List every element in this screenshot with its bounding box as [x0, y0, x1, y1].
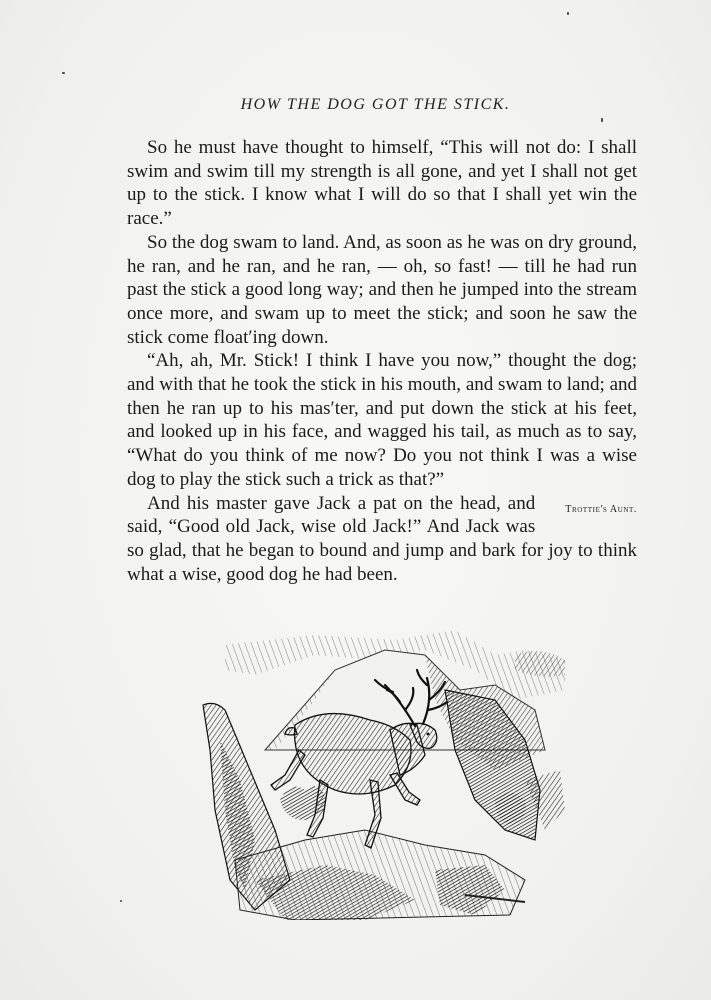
paragraph-2: So the dog swam to land. And, as soon as he was on dry ground, he ran, and he ran, and he ran, — oh, so fast! — till he had run past the stick a good long way; and then he jumped into the stream once more, and swam up to meet the stick; and soon he saw the stick come float′ing down. [127, 231, 637, 348]
body-text [127, 136, 637, 586]
paragraph-3: “Ah, ah, Mr. Stick! I think I have you now,” thought the dog; and with that he took the stick in his mouth, and swam to land; and then he ran up to his mas′ter, and put down the stick at his feet, and looked up in his face, and wagged his tail, as much as to say, “What do you think of me now? Do you not think I was a wise dog to play the stick such a trick as that?” [127, 350, 637, 490]
author-signature: Trottie's Aunt. [565, 503, 637, 515]
stag-engraving-icon [195, 630, 570, 920]
page-speck [601, 118, 603, 122]
page-speck [120, 900, 122, 902]
stag-eye-icon [427, 733, 430, 736]
paragraph-1: So he must have thought to himself, “This will not do: I shall swim and swim till my strength is all gone, and yet I shall not get up to the stick. I know what I will do so that I shall yet win the race.” [127, 137, 637, 230]
stag-illustration [195, 630, 570, 920]
paragraph-4 [127, 492, 637, 587]
page-speck [567, 12, 569, 15]
running-head [0, 96, 711, 114]
page-title: HOW THE DOG GOT THE STICK. [240, 96, 511, 113]
paragraph-4-text: And his master gave Jack a pat on the head, and said, “Good old Jack, wise old Jack!” And Jack was so glad, that he began to bound and jump and bark for joy to think what a wise, good dog he had been. [127, 492, 637, 585]
page-speck [62, 72, 65, 74]
